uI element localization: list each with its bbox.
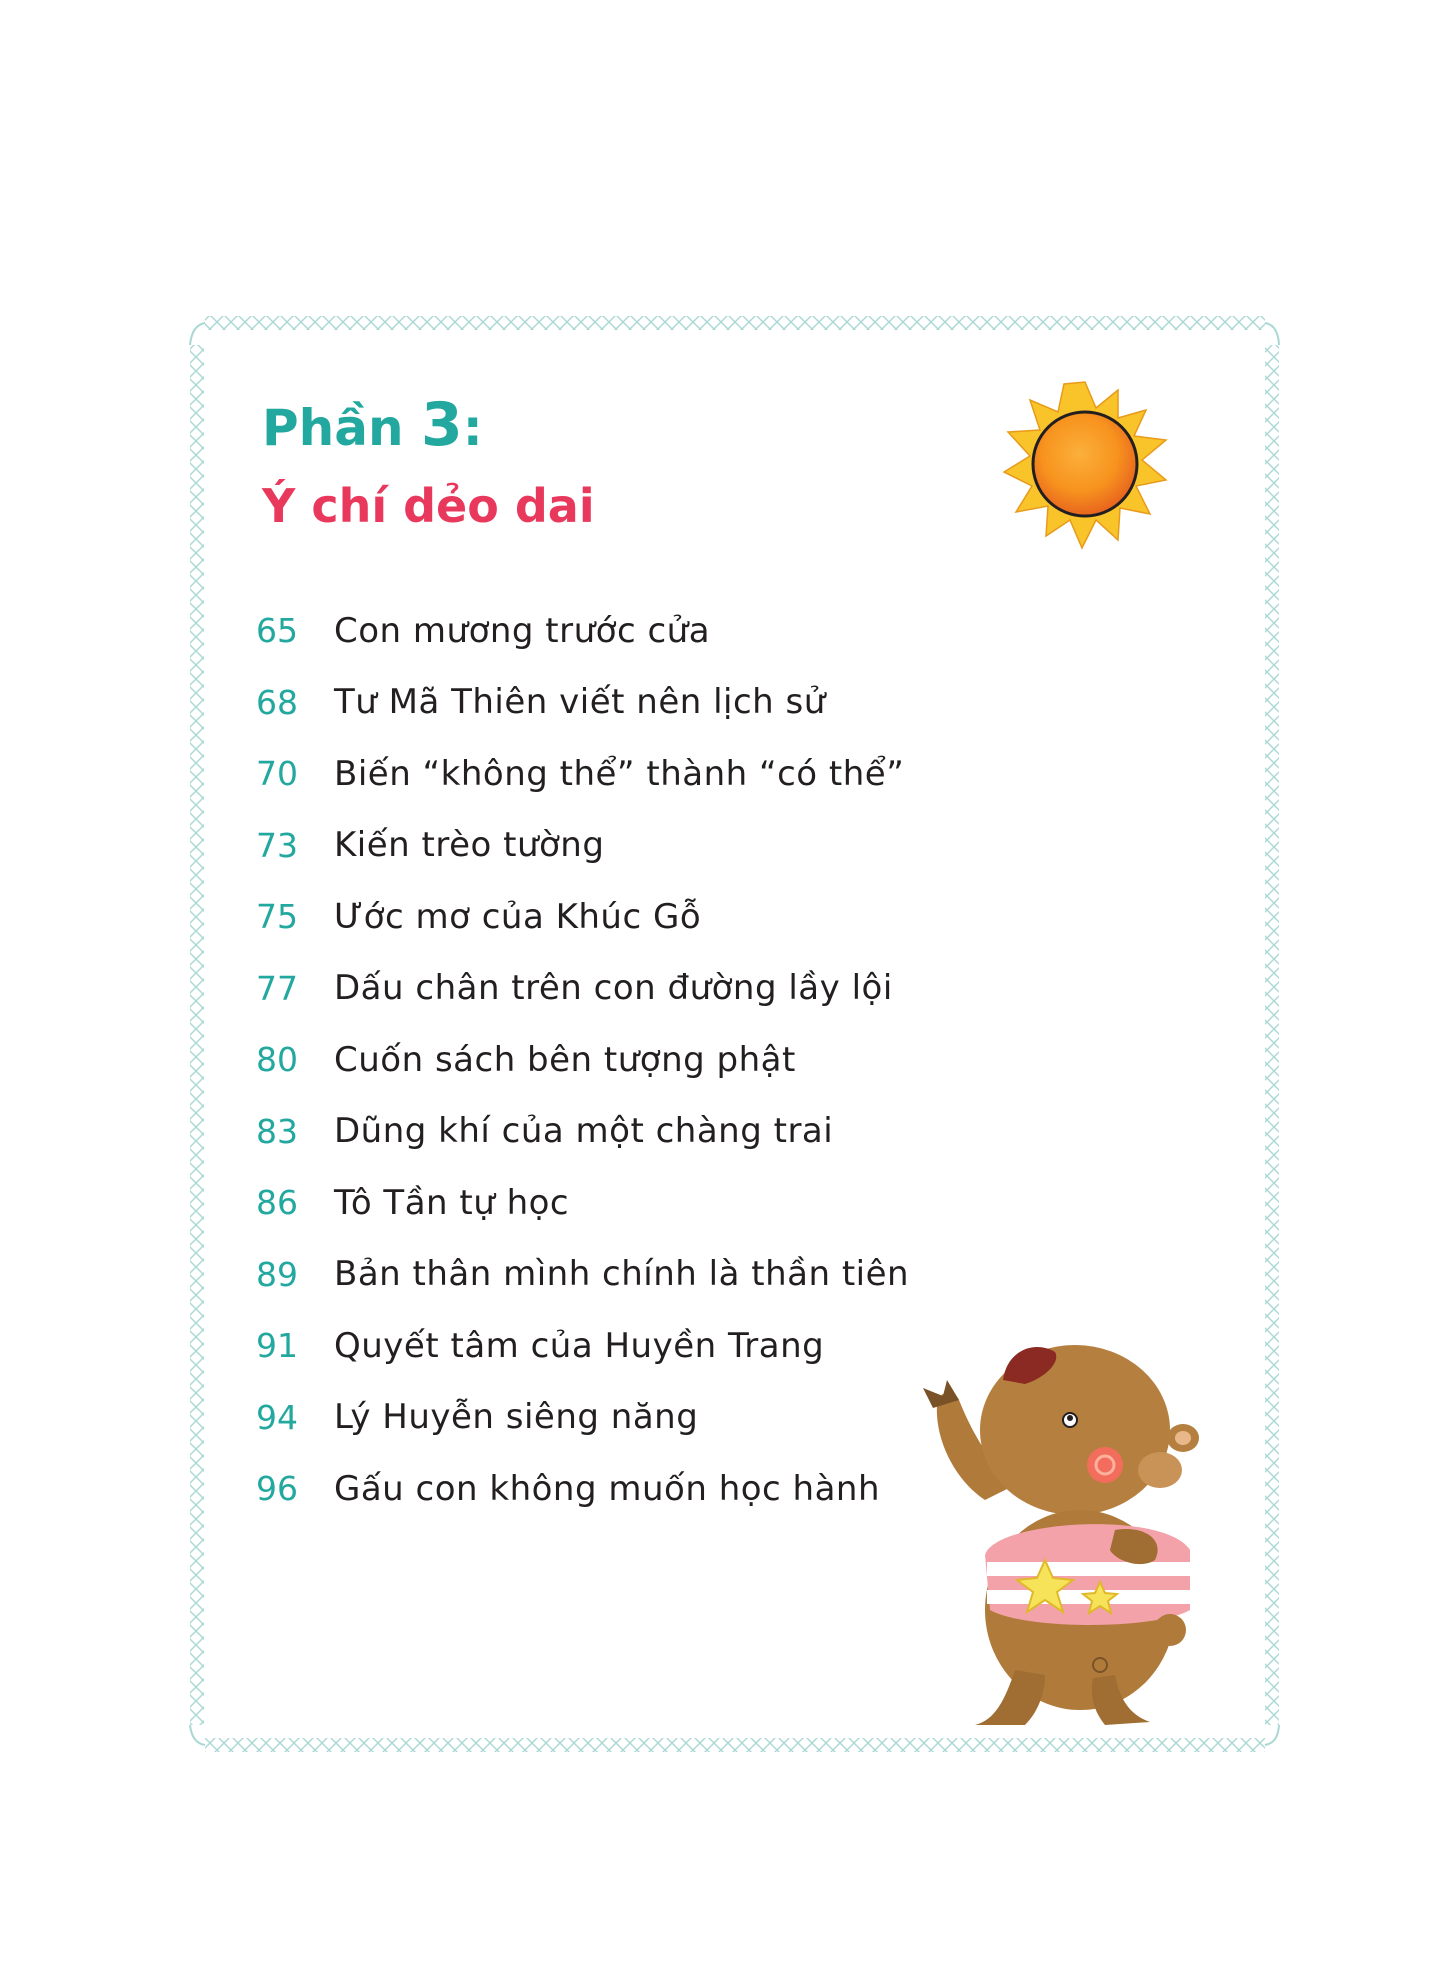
toc-title: Quyết tâm của Huyền Trang [334,1325,825,1366]
toc-page-number: 91 [256,1326,298,1366]
toc-title: Kiến trèo tường [334,825,605,866]
toc-page-number: 96 [256,1469,298,1509]
bear-illustration [915,1310,1235,1740]
toc-entry[interactable] [252,1096,909,1168]
toc-title: Biến “không thể” thành “có thể” [334,753,905,794]
toc-page-number: 77 [256,968,298,1008]
table-of-contents [252,595,909,1525]
toc-entry[interactable] [252,738,909,810]
toc-page-number: 73 [256,825,298,865]
part-heading [262,390,483,460]
part-colon: : [462,399,483,457]
toc-page-number: 86 [256,1183,298,1223]
toc-title: Cuốn sách bên tượng phật [334,1039,796,1080]
toc-title: Dấu chân trên con đường lầy lội [334,968,893,1009]
toc-entry[interactable] [252,1453,909,1525]
toc-entry[interactable] [252,881,909,953]
toc-title: Dũng khí của một chàng trai [334,1111,834,1152]
toc-title: Con mương trước cửa [334,610,711,651]
toc-title: Ước mơ của Khúc Gỗ [334,896,702,937]
toc-entry[interactable] [252,1310,909,1382]
sun-icon [1000,380,1170,550]
part-number: 3 [421,390,463,460]
toc-entry[interactable] [252,953,909,1025]
toc-entry[interactable] [252,810,909,882]
toc-entry[interactable] [252,1024,909,1096]
toc-page-number: 70 [256,754,298,794]
toc-entry[interactable] [252,1382,909,1454]
toc-title: Tư Mã Thiên viết nên lịch sử [334,682,826,723]
toc-page-number: 80 [256,1040,298,1080]
sun-core [1033,412,1137,516]
toc-page-number: 94 [256,1397,298,1437]
toc-title: Bản thân mình chính là thần tiên [334,1254,910,1295]
toc-entry[interactable] [252,1239,909,1311]
toc-page-number: 68 [256,682,298,722]
toc-title: Gấu con không muốn học hành [334,1468,881,1509]
toc-page-number: 83 [256,1111,298,1151]
toc-page-number: 75 [256,897,298,937]
toc-page-number: 65 [256,611,298,651]
toc-title: Tô Tần tự học [334,1182,570,1223]
toc-entry[interactable] [252,1167,909,1239]
toc-title: Lý Huyễn siêng năng [334,1397,699,1438]
part-subtitle: Ý chí dẻo dai [262,479,595,533]
part-word: Phần [262,399,404,457]
toc-entry[interactable] [252,595,909,667]
toc-page-number: 89 [256,1254,298,1294]
toc-entry[interactable] [252,667,909,739]
